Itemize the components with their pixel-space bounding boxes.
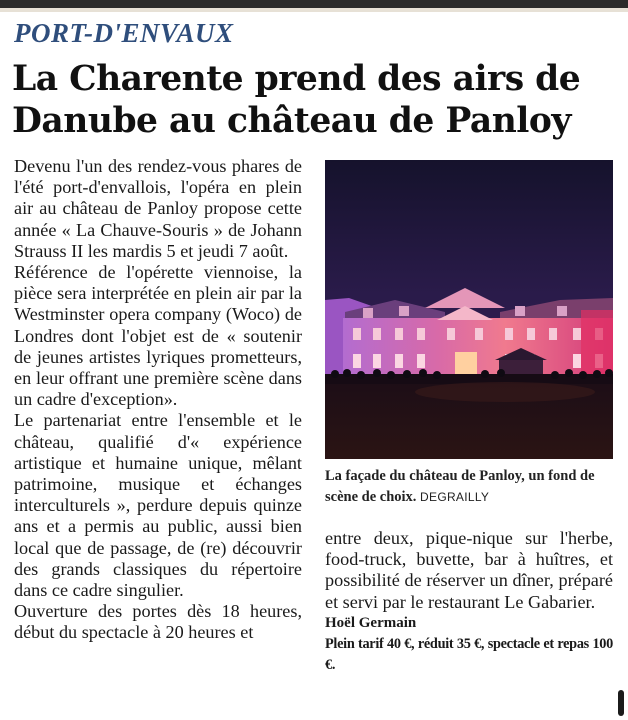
top-bar-rule <box>0 8 628 12</box>
caption-text: La façade du château de Panloy, un fond de scène de choix. <box>325 468 595 505</box>
top-bar <box>0 0 628 8</box>
article-right-column <box>325 528 613 676</box>
paragraph-4: Ouverture des portes dès 18 heures, début du spectacle à 20 heures et <box>14 601 302 643</box>
author-signature: Hoël Germain <box>325 614 417 631</box>
paragraph-1: Devenu l'un des rendez-vous phares de l'été port-d'envallois, l'opéra en plein air au château de Panloy propose cette année « La Chauve-Souris » de Johann Strauss II les mardis 5 et jeudi 7 août. <box>14 156 302 261</box>
scrollbar-thumb[interactable] <box>618 690 624 716</box>
article-headline: La Charente prend des airs de Danube au château de Panloy <box>12 59 581 141</box>
chateau-illustration <box>325 160 613 459</box>
photo-credit: DEGRAILLY <box>420 490 490 504</box>
rubric-location: PORT-D'ENVAUX <box>14 18 234 48</box>
paragraph-2: Référence de l'opérette viennoise, la pièce sera interprétée en plein air par la Westminster opera company (Woco) de Londres dont l'objet est de « soutenir de jeunes artistes lyriques prometteurs, en leur offrant une première scène dans un cadre d'exception». <box>14 262 302 410</box>
article-photo[interactable] <box>325 160 613 459</box>
ticket-prices: Plein tarif 40 €, réduit 35 €, spectacle et repas 100 €. <box>325 636 613 674</box>
paragraph-5: entre deux, pique-nique sur l'herbe, food-truck, buvette, bar à huîtres, et possibilité de réserver un dîner, préparé et servi par le restaurant Le Gabarier. <box>325 528 613 612</box>
photo-caption <box>325 466 613 508</box>
article-left-column <box>14 156 302 644</box>
paragraph-3: Le partenariat entre l'ensemble et le château, qualifié d'« expérience artistique et humaine unique, mêlant patrimoine, musique et échanges interculturels », perdure depuis quinze ans et a permis au public, aussi bien local que de passage, de (re) découvrir des grands classiques du répertoire dans ce cadre singulier. <box>14 410 302 601</box>
